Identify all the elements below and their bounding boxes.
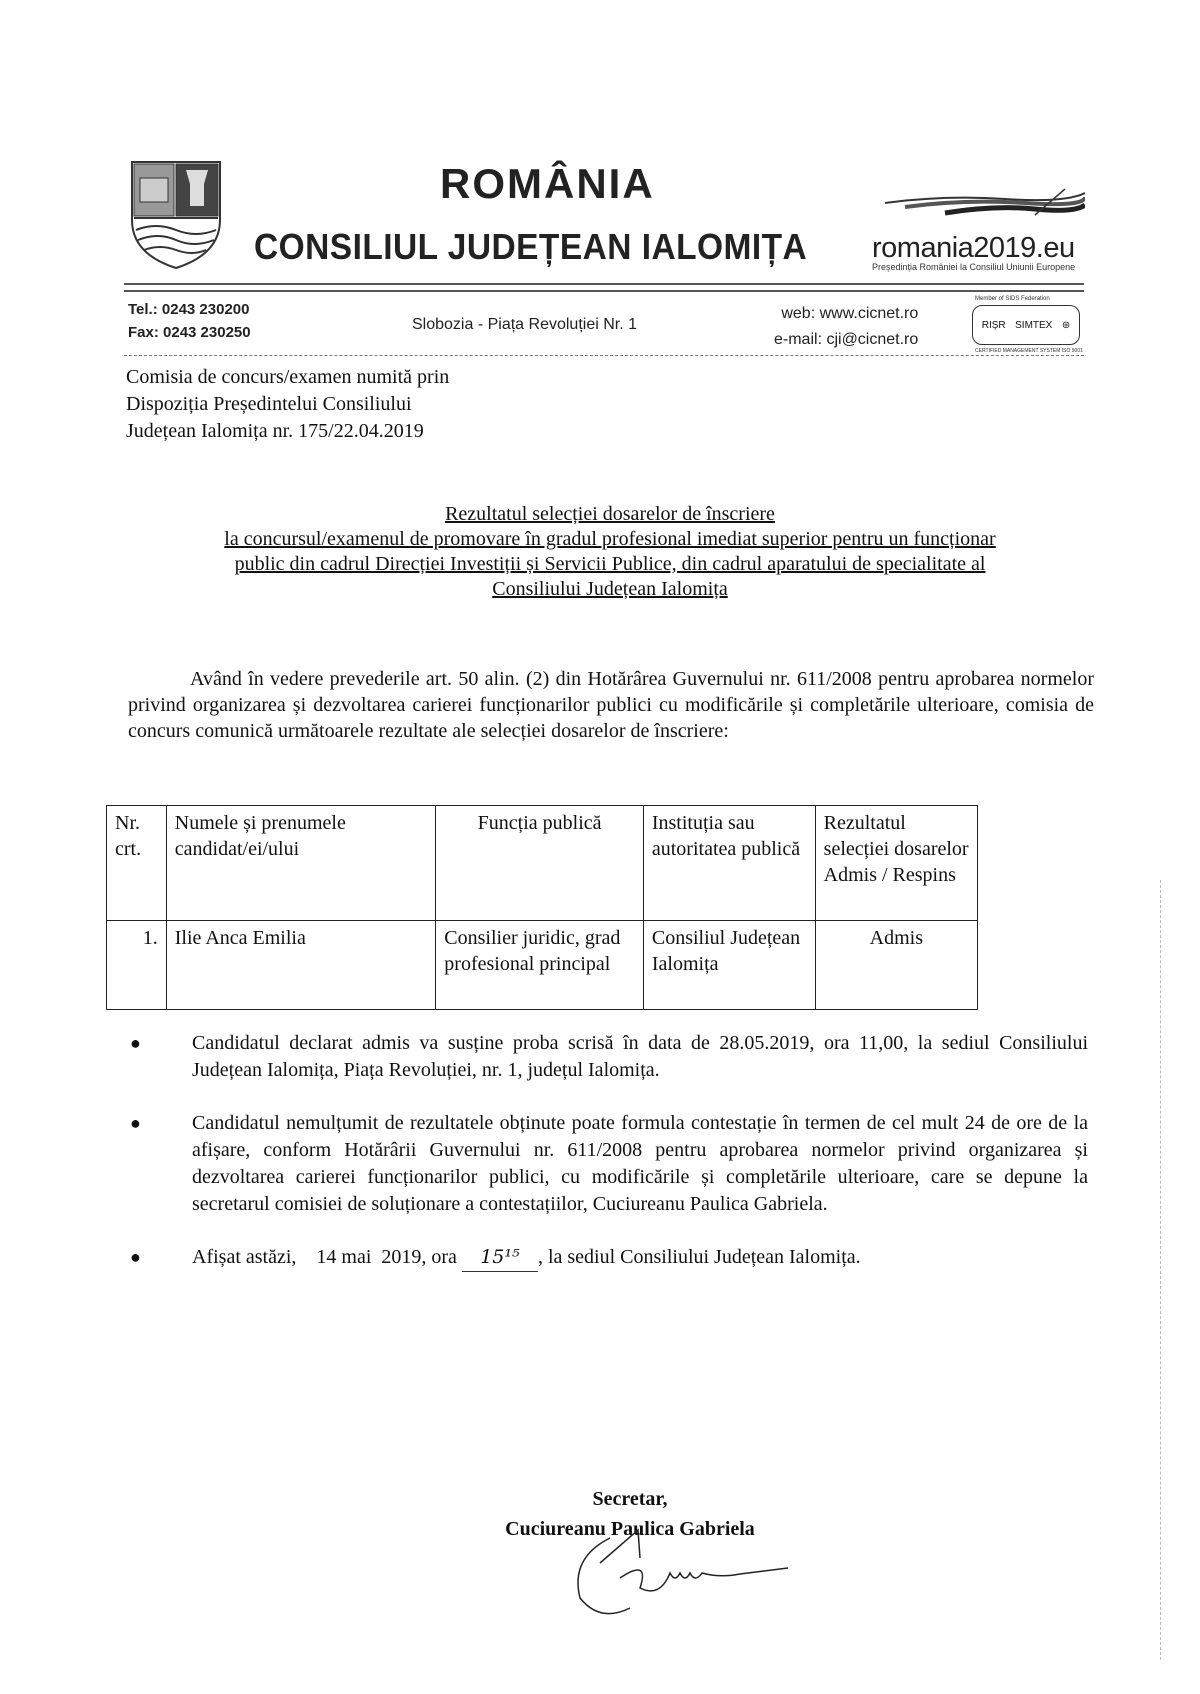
intro-paragraph	[128, 666, 1094, 744]
website: web: www.cicnet.ro	[781, 305, 919, 322]
header-nr: Nr. crt.	[107, 806, 167, 921]
certification-left: RIȘR	[981, 319, 1006, 331]
signatory-role: Secretar,	[592, 1488, 668, 1510]
results-table	[106, 805, 978, 1010]
presidency-subtitle: Președinția României la Consiliul Uniunii Europene	[872, 262, 1076, 272]
cell-name: Ilie Anca Emilia	[166, 921, 436, 1010]
header-name: Numele și prenumele candidat/ei/ului	[166, 806, 436, 921]
title-line: public din cadrul Direcției Investiții și Servicii Publice, din cadrul aparatului de specialitate al	[234, 553, 986, 575]
note-text: Candidatul nemulțumit de rezultatele obținute poate formula contestație în termen de cel mult 24 de ore de la afișare, conform Hotărârii Guvernului nr. 611/2008 pentru aprobarea normelor privind organizarea și dezvoltarea carierei funcționarilor publici, cu modificările și completările ulterioare, care se depune la secretarul comisiei de soluționare a contestațiilor, Cuciureanu Paulica Gabriela.	[192, 1112, 1088, 1215]
address: Slobozia - Piața Revoluției Nr. 1	[412, 316, 637, 333]
certification-top-label: Member of SIDS Federation	[975, 296, 1050, 302]
header-divider	[124, 283, 1084, 292]
posting-suffix: , la sediul Consiliului Județean Ialomița.	[537, 1246, 861, 1268]
notes-list	[126, 1030, 1088, 1298]
scan-margin-artifact	[1160, 880, 1165, 1660]
bullet-icon: ●	[130, 1113, 141, 1133]
commission-reference	[126, 364, 449, 445]
posting-prefix: Afișat astăzi, 14 mai 2019, ora	[192, 1246, 462, 1268]
certification-seal-icon: ⊛	[1061, 319, 1071, 331]
posting-note	[192, 1244, 1088, 1272]
cell-nr: 1.	[107, 921, 167, 1010]
phone-block	[128, 298, 251, 344]
certification-bottom-label: CERTIFIED MANAGEMENT SYSTEM ISO 9001	[975, 348, 1083, 354]
note-text: Candidatul declarat admis va susține proba scrisă în data de 28.05.2019, ora 11,00, la sediul Consiliului Județean Ialomița, Piața Revoluției, nr. 1, județul Ialomița.	[192, 1032, 1088, 1081]
commission-line: Dispoziția Președintelui Consiliului	[126, 393, 412, 415]
table-header-row	[107, 806, 978, 921]
phone-number: Tel.: 0243 230200	[128, 301, 250, 318]
header-function: Funcția publică	[436, 806, 644, 921]
presidency-site: romania2019.eu	[872, 232, 1075, 264]
institution-heading: CONSILIUL JUDEȚEAN IALOMIȚA	[254, 226, 808, 267]
title-line: Consiliului Județean Ialomița	[492, 578, 728, 600]
table-row	[107, 921, 978, 1010]
title-line: la concursul/examenul de promovare în gradul profesional imediat superior pentru un funcționar	[224, 528, 996, 550]
certification-badge	[972, 305, 1080, 345]
list-item	[126, 1110, 1088, 1218]
signatory-name: Cuciureanu Paulica Gabriela	[505, 1518, 755, 1540]
presidency-flag-icon	[885, 185, 1085, 225]
country-heading: ROMÂNIA	[440, 160, 655, 207]
cell-function: Consilier juridic, grad profesional principal	[436, 921, 644, 1010]
handwritten-time: 15¹⁵	[462, 1244, 538, 1272]
intro-text: Având în vedere prevederile art. 50 alin. (2) din Hotărârea Guvernului nr. 611/2008 pentru aprobarea normelor privind organizarea și dezvoltarea carierei funcționarilor publici cu modificările și completările ulterioare, comisia de concurs comunică următoarele rezultate ale selecției dosarelor de înscriere:	[128, 668, 1094, 742]
title-line: Rezultatul selecției dosarelor de înscriere	[445, 503, 775, 525]
list-item	[126, 1030, 1088, 1084]
commission-line: Județean Ialomița nr. 175/22.04.2019	[126, 420, 424, 442]
certification-right: SIMTEX	[1015, 319, 1053, 331]
cell-institution: Consiliul Județean Ialomița	[643, 921, 815, 1010]
header-result: Rezultatul selecției dosarelor Admis / Respins	[815, 806, 977, 921]
county-crest-icon	[128, 158, 224, 270]
bullet-icon: ●	[130, 1033, 141, 1053]
email: e-mail: cji@cicnet.ro	[774, 331, 919, 348]
list-item	[126, 1244, 1088, 1272]
bullet-icon: ●	[130, 1247, 141, 1267]
commission-line: Comisia de concurs/examen numită prin	[126, 366, 450, 388]
fax-number: Fax: 0243 230250	[128, 324, 251, 341]
web-email-block	[774, 301, 918, 353]
handwritten-signature-icon	[560, 1528, 790, 1618]
contact-divider	[124, 355, 1084, 356]
cell-result: Admis	[815, 921, 977, 1010]
document-title	[130, 502, 1090, 602]
header-institution: Instituția sau autoritatea publică	[643, 806, 815, 921]
